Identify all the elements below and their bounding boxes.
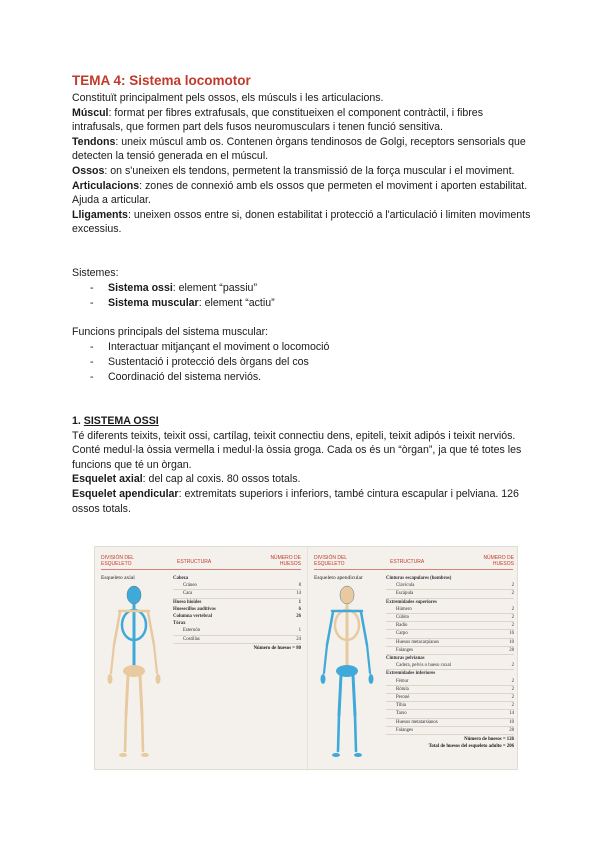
section-paragraph: Té diferents teixits, teixit ossi, cartílag, teixit connectiu dens, epiteli, teixit adipós i teixit nerviós. Conté medul·la òssia vermella i medul·la òssia groga. Cada os és un “òrgan”, ja que té totes les funcions que té un òrgan.: [72, 429, 522, 471]
bone-label: Cadera, pelvis o hueso coxal: [396, 663, 452, 669]
intro-paragraph: Constituït principalment pels ossos, els músculs i les articulacions.: [72, 92, 384, 104]
bone-label: Extremidades inferiores: [386, 671, 436, 677]
bone-row: [173, 590, 301, 598]
bone-row: [386, 575, 514, 582]
appendicular-skeleton-label: Esqueleto apendicular: [314, 575, 363, 581]
bone-label: Cinturas escapulares (hombros): [386, 576, 452, 581]
systems-label: Sistemes:: [72, 267, 119, 280]
left-foot-shape: [119, 753, 127, 757]
bone-count: 16: [509, 631, 514, 637]
appendicular-skeleton-illustration: [312, 583, 382, 763]
bone-count: 2: [511, 583, 514, 589]
bone-count: 2: [511, 606, 514, 612]
bone-label: Húmero: [396, 606, 412, 612]
definition-4: Articulacions: zones de connexió amb els ossos que permeten el moviment i aporten estabilitat. Ajuda a articular.: [72, 179, 528, 207]
left-thigh-shape: [339, 675, 341, 715]
bone-count: 28: [509, 727, 514, 733]
appendicular-bones-table: [386, 575, 514, 749]
axial-bones-table: [173, 575, 301, 651]
bone-row: [386, 647, 514, 655]
bone-row: [173, 613, 301, 620]
bone-count: 2: [511, 695, 514, 701]
header-structure: ESTRUCTURA: [390, 559, 425, 565]
bone-label: Tórax: [173, 621, 186, 627]
functions-item: - Coordinació del sistema nerviós.: [72, 370, 532, 385]
systems-item: - Sistema muscular: element “actiu”: [72, 296, 532, 311]
bone-row: [173, 636, 301, 644]
functions-item: - Interactuar mitjançant el moviment o locomoció: [72, 340, 532, 355]
bone-row: [173, 627, 301, 635]
bone-label: Esternón: [183, 628, 201, 634]
right-hand-shape: [369, 674, 374, 684]
bone-row: [386, 590, 514, 598]
bone-label: Extremidades superiores: [386, 599, 437, 605]
bone-label: Huesecillos auditivos: [173, 606, 216, 612]
pelvis-shape: [123, 665, 145, 677]
bone-label: Cúbito: [396, 615, 410, 621]
right-hand-shape: [156, 674, 161, 684]
left-foot-shape: [332, 753, 340, 757]
bone-count: 6: [298, 606, 301, 612]
bone-row: [386, 606, 514, 614]
bone-label: Huesos metacarpianos: [396, 639, 440, 645]
bone-row: [386, 702, 514, 710]
right-forearm-shape: [367, 645, 370, 673]
document-page: [72, 72, 532, 516]
skull-shape: [127, 586, 141, 604]
right-upper-arm-shape: [148, 612, 154, 645]
pelvis-shape: [336, 665, 358, 677]
definition-3: Ossos: on s'uneixen els tendons, permetent la transmissió de la força muscular i el moviment.: [72, 164, 515, 177]
bone-count: [287, 620, 301, 627]
bone-row: [386, 694, 514, 702]
bone-label: Costillas: [183, 636, 200, 642]
right-shin-shape: [355, 715, 356, 751]
bone-grand-total: Total de huesos del esqueleto adulto = 206: [428, 744, 514, 750]
bone-row: [386, 639, 514, 647]
bone-label: Escápula: [396, 591, 414, 597]
bone-count: 2: [511, 615, 514, 621]
definition-1: Múscul: format per fibres extrafusals, que constitueixen el component contràctil, i fibres intrafusals, que formen part dels fusos neuromusculars i tenen funció sensitiva.: [72, 106, 483, 134]
page-title: TEMA 4: Sistema locomotor: [72, 73, 251, 88]
bone-row: [386, 622, 514, 630]
left-shin-shape: [125, 715, 126, 751]
axial-skeleton-label: Esqueleto axial: [101, 575, 135, 581]
spine-shape: [346, 604, 349, 666]
bone-row: [173, 599, 301, 606]
left-forearm-shape: [111, 645, 114, 673]
bone-row: [386, 630, 514, 638]
bone-count: [500, 575, 514, 582]
bone-row: [386, 599, 514, 606]
left-shin-shape: [338, 715, 339, 751]
bone-row: [386, 727, 514, 735]
systems-list: [72, 281, 532, 311]
bone-row: [386, 670, 514, 677]
right-shin-shape: [142, 715, 143, 751]
spine-shape: [133, 604, 136, 666]
bone-total: Número de huesos = 80: [253, 645, 301, 651]
bone-label: Cabeza: [173, 576, 189, 581]
right-foot-shape: [354, 753, 362, 757]
bone-label: Falanges: [396, 647, 414, 653]
bone-count: 14: [296, 591, 301, 597]
bone-row: [173, 575, 301, 582]
left-upper-arm-shape: [114, 612, 120, 645]
right-upper-arm-shape: [361, 612, 367, 645]
bone-row: [386, 614, 514, 622]
bone-count: 2: [511, 703, 514, 709]
right-thigh-shape: [353, 675, 355, 715]
left-forearm-shape: [324, 645, 327, 673]
bone-count: 2: [511, 663, 514, 669]
bone-row: [386, 678, 514, 686]
bone-total: Número de huesos = 126: [464, 737, 514, 743]
section-title: 1. SISTEMA OSSI: [72, 415, 159, 428]
functions-list: [72, 340, 532, 385]
bone-count: [500, 670, 514, 677]
left-hand-shape: [321, 674, 326, 684]
right-foot-shape: [141, 753, 149, 757]
bone-row: [386, 582, 514, 590]
bone-label: Falanges: [396, 727, 414, 733]
bone-count: 14: [509, 711, 514, 717]
bone-row: [386, 662, 514, 670]
definition-5: Lligaments: uneixen ossos entre si, donen estabilitat i protecció a l'articulació i limiten moviments excessius.: [72, 208, 531, 236]
bone-label: Fémur: [396, 678, 409, 684]
axial-definition: Esquelet axial: del cap al coxis. 80 ossos totals.: [72, 473, 301, 486]
header-count: NÚMERO DE HUESOS: [270, 555, 301, 567]
definition-2: Tendons: uneix múscul amb os. Contenen òrgans tendinosos de Golgi, receptors sensorials que detecten la tensió generada en el múscul.: [72, 135, 526, 163]
bone-label: Peroné: [396, 695, 410, 701]
bone-count: 24: [296, 636, 301, 642]
right-thigh-shape: [140, 675, 142, 715]
bone-count: 2: [511, 686, 514, 692]
bone-row: [386, 710, 514, 718]
bone-label: Tarso: [396, 711, 407, 717]
functions-item: - Sustentació i protecció dels òrgans del cos: [72, 355, 532, 370]
appendicular-panel: [307, 547, 519, 771]
bone-row: [386, 719, 514, 727]
definitions-list: [72, 106, 532, 237]
bone-label: Cinturas pelvianas: [386, 656, 425, 662]
bone-label: Cráneo: [183, 583, 197, 589]
bone-count: 26: [296, 614, 301, 620]
bone-row: [386, 655, 514, 662]
bone-label: Clavícula: [396, 583, 415, 589]
left-hand-shape: [108, 674, 113, 684]
bone-count: [500, 655, 514, 662]
header-count: NÚMERO DE HUESOS: [483, 555, 514, 567]
bone-label: Columna vertebral: [173, 614, 213, 620]
bone-count: 1: [298, 599, 301, 605]
systems-item: - Sistema ossi: element “passiu”: [72, 281, 532, 296]
skeleton-figure: [94, 546, 518, 770]
bone-label: Hueso hioides: [173, 599, 202, 605]
bone-count: [500, 599, 514, 606]
bone-count: 10: [509, 639, 514, 645]
axial-panel: [95, 547, 307, 771]
bone-count: 2: [511, 678, 514, 684]
left-upper-arm-shape: [327, 612, 333, 645]
header-division: DIVISIÓN DEL ESQUELETO: [314, 555, 347, 567]
bone-row: [173, 620, 301, 627]
axial-skeleton-illustration: [99, 583, 169, 763]
bone-row: [386, 686, 514, 694]
bone-count: 2: [511, 591, 514, 597]
bone-row: [173, 582, 301, 590]
bone-count: 28: [509, 647, 514, 653]
right-forearm-shape: [154, 645, 157, 673]
bone-label: Huesos metatarsianos: [396, 719, 438, 725]
bone-label: Rótula: [396, 686, 409, 692]
header-structure: ESTRUCTURA: [177, 559, 212, 565]
bone-label: Radio: [396, 623, 408, 629]
bone-count: 2: [511, 623, 514, 629]
bone-count: 10: [509, 719, 514, 725]
bone-count: 1: [298, 628, 301, 634]
bone-label: Carpo: [396, 631, 408, 637]
skull-shape: [340, 586, 354, 604]
left-thigh-shape: [126, 675, 128, 715]
bone-label: Cara: [183, 591, 193, 597]
bone-count: 8: [298, 583, 301, 589]
apendicular-definition: Esquelet apendicular: extremitats superiors i inferiors, també cintura escapular i pelviana. 126 ossos totals.: [72, 488, 519, 515]
bone-count: [287, 575, 301, 582]
bone-label: Tibia: [396, 703, 406, 709]
functions-label: Funcions principals del sistema muscular:: [72, 326, 269, 339]
header-division: DIVISIÓN DEL ESQUELETO: [101, 555, 134, 567]
bone-row: [173, 606, 301, 613]
